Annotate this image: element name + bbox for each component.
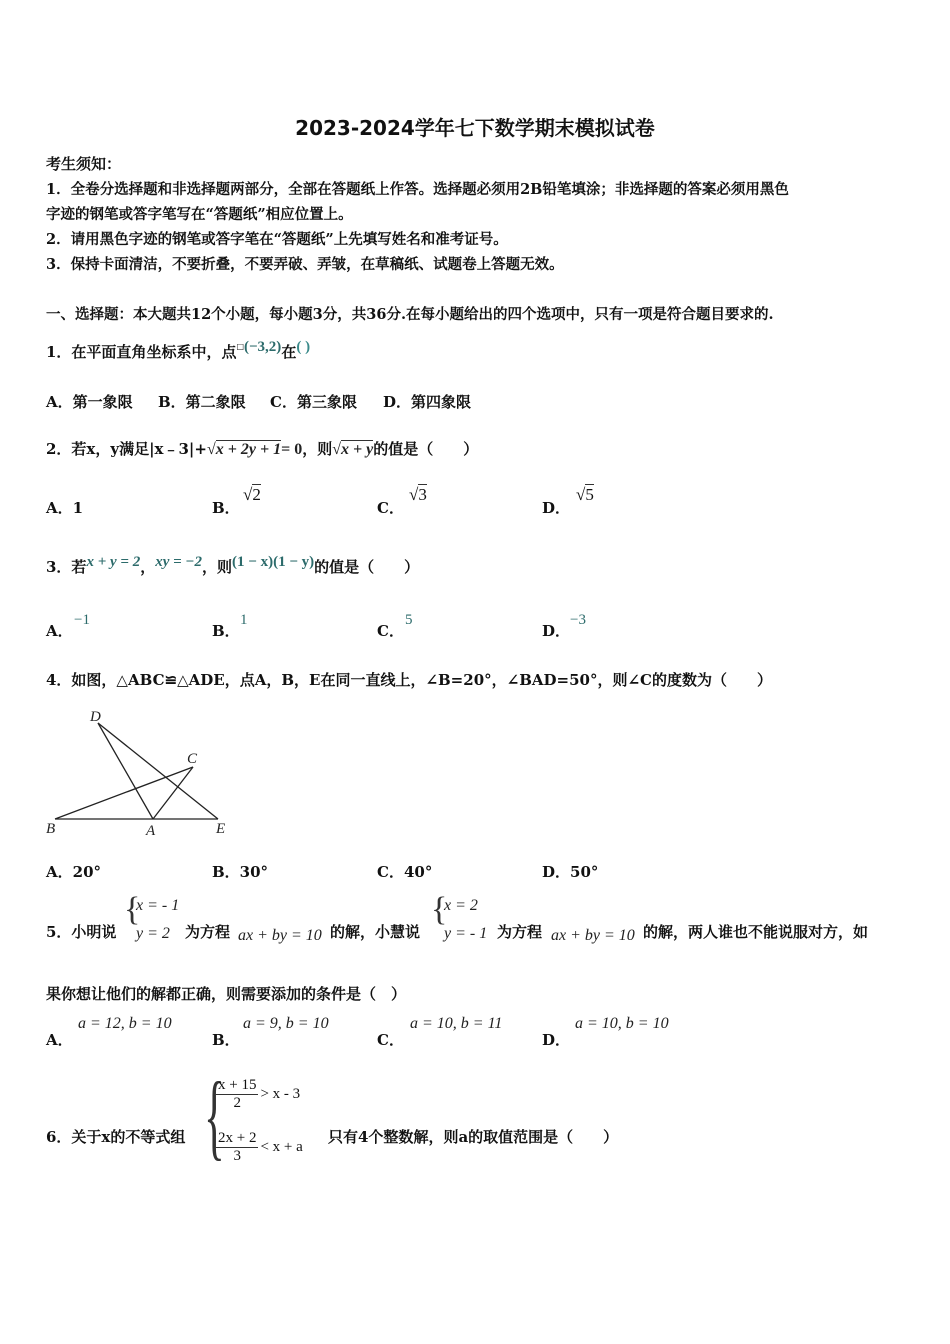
q5-sys1-line1: x = - 1 xyxy=(136,897,180,914)
q5-text-e: 的解，两人谁也不能说服对方，如 xyxy=(643,923,869,941)
q5-sys2-line1: x = 2 xyxy=(444,897,478,914)
q3-option-d-value: −3 xyxy=(570,612,586,628)
q2-sqrt-2: √x + y xyxy=(332,441,374,458)
q6-brace: { xyxy=(204,1062,225,1169)
q5-sys2-line2: y = - 1 xyxy=(444,925,488,942)
q1-point: (−3,2) xyxy=(244,339,282,355)
q3-option-b[interactable]: B． xyxy=(212,622,240,640)
q1-blank: ( ) xyxy=(296,339,311,355)
q1-option-b[interactable]: B．第二象限 xyxy=(158,393,246,411)
q2-option-a[interactable]: A．1 xyxy=(46,499,84,517)
q2-option-d[interactable]: D． xyxy=(542,499,571,517)
notice-line-1b: 字迹的钢笔或答字笔写在“答题纸”相应位置上。 xyxy=(46,206,353,223)
label-b: B xyxy=(46,821,56,837)
q1-option-c[interactable]: C．第三象限 xyxy=(270,393,357,411)
q2-text: 2．若x，y满足|x﹣3|+ xyxy=(46,440,207,458)
q1-text: 1．在平面直角坐标系中，点 xyxy=(46,343,237,361)
q3-expr-2: xy = −2 xyxy=(155,554,203,570)
q4-option-b[interactable]: B．30° xyxy=(212,863,269,881)
question-2 xyxy=(46,438,478,459)
q2-sqrt-1: √x + 2y + 1 xyxy=(206,441,282,458)
q6-ineq2-rhs: < x + a xyxy=(260,1139,303,1155)
q4-option-d[interactable]: D．50° xyxy=(542,863,599,881)
q1-option-d[interactable]: D．第四象限 xyxy=(383,393,472,411)
q5-option-d[interactable]: D． xyxy=(542,1031,571,1049)
q2-text-c: 的值是（ ） xyxy=(373,440,479,458)
q5-text: 5．小明说 xyxy=(46,923,117,941)
q3-text: 3．若 xyxy=(46,558,87,576)
q6-ineq2-den: 3 xyxy=(233,1148,241,1164)
question-1: 1．在平面直角坐标系中，点□(−3,2)在( ) xyxy=(46,339,311,361)
q3-expr-3: (1 − x)(1 − y) xyxy=(232,554,315,570)
q2-option-c-value: √3 xyxy=(409,485,427,504)
q2-eq: = 0 xyxy=(281,441,303,458)
label-a: A xyxy=(146,823,156,839)
section-heading: 一、选择题：本大题共12个小题，每小题3分，共36分.在每小题给出的四个选项中，只有一项是符合题目要求的. xyxy=(46,306,774,323)
q6-inequality-1 xyxy=(216,1077,300,1112)
q3-option-c-value: 5 xyxy=(405,612,413,628)
q5-equation-2: ax + by = 10 xyxy=(551,927,635,944)
q6-text-b: 只有4个整数解，则a的取值范围是（ ） xyxy=(328,1128,619,1146)
page-title: 2023-2024学年七下数学期末模拟试卷 xyxy=(295,116,655,140)
line-da xyxy=(98,723,153,819)
q6-ineq1-rhs: > x - 3 xyxy=(260,1086,301,1102)
triangle-figure xyxy=(40,705,240,840)
question-4: 4．如图，△ABC≌△ADE，点A，B，E在同一直线上，∠B=20°，∠BAD=50°，则∠C的度数为（ ） xyxy=(46,671,772,689)
notice-line-1: 1．全卷分选择题和非选择题两部分，全部在答题纸上作答。选择题必须用2B铅笔填涂；非选择题的答案必须用黑色 xyxy=(46,181,789,198)
q4-option-c[interactable]: C．40° xyxy=(377,863,433,881)
q5-brace-2: { xyxy=(431,891,448,928)
q3-text-b: ，则 xyxy=(202,558,233,576)
q3-option-b-value: 1 xyxy=(240,612,248,628)
q6-text: 6．关于x的不等式组 xyxy=(46,1128,186,1146)
label-e: E xyxy=(216,821,226,837)
line-de xyxy=(98,723,218,819)
q5-text-c: 的解，小慧说 xyxy=(330,923,421,941)
q5-sys1-line2: y = 2 xyxy=(136,925,170,942)
q5-text-b: 为方程 xyxy=(185,923,231,941)
label-d: D xyxy=(90,709,101,725)
q3-text-c: 的值是（ ） xyxy=(314,558,420,576)
q5-brace-1: { xyxy=(124,891,141,928)
q5-option-c-value: a = 10, b = 11 xyxy=(410,1015,503,1032)
notice-line-3: 3．保持卡面清洁，不要折叠，不要弄破、弄皱，在草稿纸、试题卷上答题无效。 xyxy=(46,256,564,273)
q5-option-d-value: a = 10, b = 10 xyxy=(575,1015,669,1032)
q5-option-c[interactable]: C． xyxy=(377,1031,404,1049)
q6-ineq1-num: x + 15 xyxy=(218,1077,257,1093)
q3-option-c[interactable]: C． xyxy=(377,622,404,640)
q5-line-2: 果你想让他们的解都正确，则需要添加的条件是（ ） xyxy=(46,985,407,1003)
q3-option-d[interactable]: D． xyxy=(542,622,571,640)
q1-option-a[interactable]: A．第一象限 xyxy=(46,393,133,411)
q5-equation-1: ax + by = 10 xyxy=(238,927,322,944)
notice-heading: 考生须知： xyxy=(46,155,122,173)
q2-option-d-value: √5 xyxy=(576,485,594,504)
q2-option-b-value: √2 xyxy=(243,485,261,504)
q1-text-b: 在 xyxy=(281,343,297,361)
q3-option-a-value: −1 xyxy=(74,612,90,628)
q2-option-b[interactable]: B． xyxy=(212,499,240,517)
q3-expr-1: x + y = 2 xyxy=(86,554,141,570)
q5-text-d: 为方程 xyxy=(497,923,543,941)
q2-text-b: ，则 xyxy=(302,440,333,458)
q5-option-a[interactable]: A． xyxy=(46,1031,73,1049)
label-c: C xyxy=(187,751,198,767)
q5-option-b[interactable]: B． xyxy=(212,1031,240,1049)
q3-option-a[interactable]: A． xyxy=(46,622,73,640)
q4-option-a[interactable]: A．20° xyxy=(46,863,102,881)
q6-ineq1-den: 2 xyxy=(233,1095,241,1111)
q2-option-c[interactable]: C． xyxy=(377,499,404,517)
notice-line-2: 2．请用黑色字迹的钢笔或答字笔在“答题纸”上先填写姓名和准考证号。 xyxy=(46,231,508,248)
q6-inequality-2 xyxy=(216,1130,303,1165)
q6-ineq2-num: 2x + 2 xyxy=(218,1130,257,1146)
question-3: 3．若x + y = 2，xy = −2，则(1 − x)(1 − y)的值是（ ） xyxy=(46,554,420,576)
q5-option-b-value: a = 9, b = 10 xyxy=(243,1015,329,1032)
q5-option-a-value: a = 12, b = 10 xyxy=(78,1015,172,1032)
